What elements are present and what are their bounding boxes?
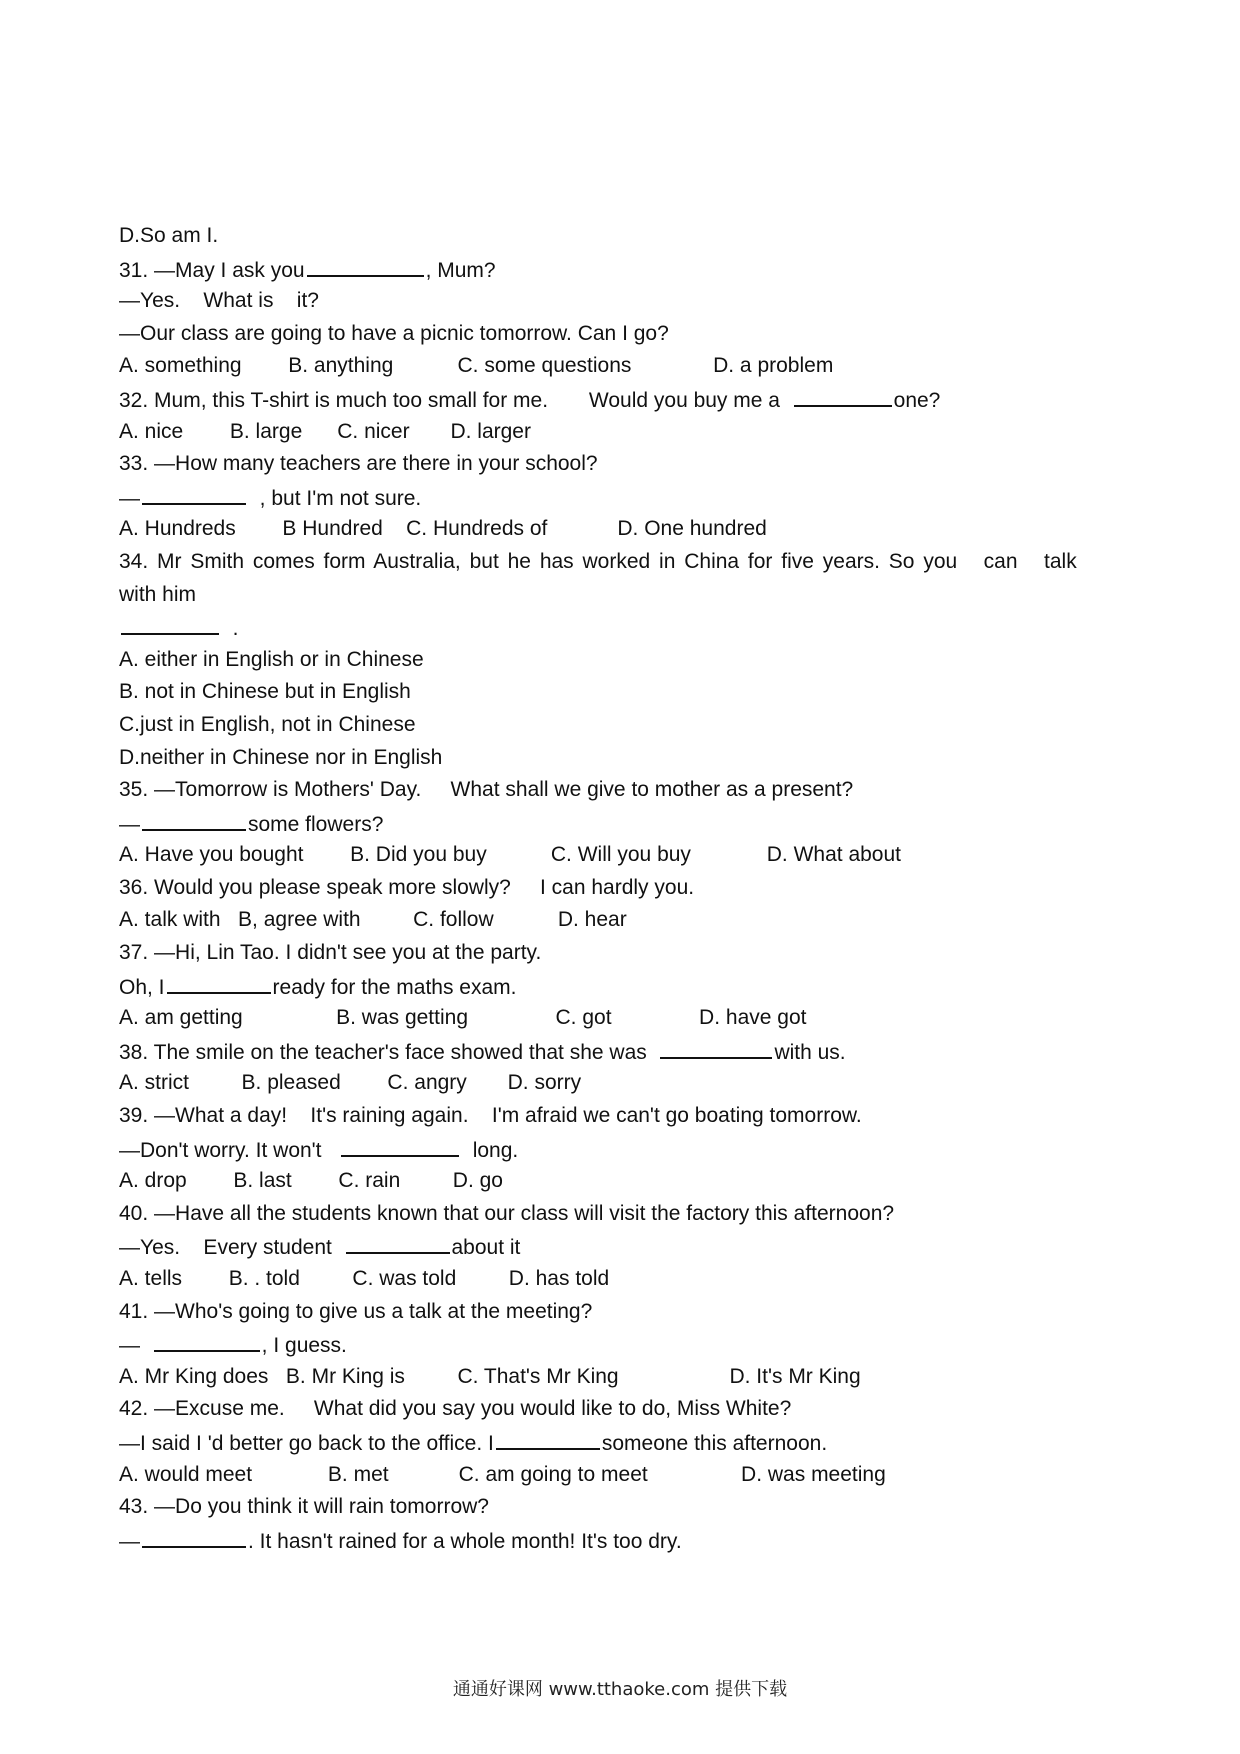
text-line [119, 1361, 1139, 1394]
line-text: 41. —Who's going to give us a talk at the meeting? [119, 1299, 593, 1323]
text-line [119, 481, 1139, 514]
text-line [119, 1393, 1139, 1426]
line-text: 37. —Hi, Lin Tao. I didn't see you at the party. [119, 941, 542, 965]
text-line [119, 513, 1139, 546]
text-line [119, 220, 1139, 253]
text-line [119, 1002, 1139, 1035]
text-line [119, 1491, 1139, 1524]
line-text: — [119, 1334, 152, 1358]
line-text: 33. —How many teachers are there in your school? [119, 452, 598, 476]
line-text: 38. The smile on the teacher's face showed that she was [119, 1040, 659, 1064]
text-line [119, 1459, 1139, 1492]
line-text: — [119, 1529, 140, 1553]
text-line [119, 1524, 1139, 1557]
answer-blank [121, 611, 219, 635]
text-line [119, 1296, 1139, 1329]
text-line [119, 872, 1139, 905]
text-line [119, 1035, 1139, 1068]
text-line [119, 904, 1139, 937]
answer-blank [794, 383, 892, 407]
line-text: —I said I 'd better go back to the office. I [119, 1431, 494, 1455]
text-line [119, 644, 1139, 677]
answer-blank [142, 1524, 246, 1548]
text-line [119, 416, 1139, 449]
line-text: A. strict B. pleased C. angry D. sorry [119, 1071, 582, 1095]
answer-blank [346, 1230, 450, 1254]
line-text: ready for the maths exam. [272, 975, 517, 999]
text-line [119, 774, 1139, 807]
text-line [119, 970, 1139, 1003]
line-text: B. not in Chinese but in English [119, 680, 411, 704]
line-text: A. talk with B, agree with C. follow D. hear [119, 908, 627, 932]
answer-blank [341, 1133, 459, 1157]
line-text: A. drop B. last C. rain D. go [119, 1169, 503, 1193]
line-text: A. Have you bought B. Did you buy C. Will you buy D. What about [119, 843, 902, 867]
answer-blank [167, 970, 271, 994]
line-text: — [119, 812, 140, 836]
line-text: someone this afternoon. [601, 1431, 828, 1455]
text-line [119, 839, 1139, 872]
text-line [119, 579, 1139, 612]
line-text: some flowers? [248, 812, 384, 836]
line-text: 43. —Do you think it will rain tomorrow? [119, 1495, 489, 1519]
line-text: —Yes. What is it? [119, 289, 319, 313]
line-text: —Our class are going to have a picnic tomorrow. Can I go? [119, 321, 669, 345]
text-line [119, 285, 1139, 318]
line-text: A. nice B. large C. nicer D. larger [119, 419, 531, 443]
line-text: C.just in English, not in Chinese [119, 712, 416, 736]
text-line [119, 1426, 1139, 1459]
answer-blank [142, 481, 246, 505]
text-line [119, 1133, 1139, 1166]
line-text: A. Mr King does B. Mr King is C. That's Mr King D. It's Mr King [119, 1364, 861, 1388]
text-line [119, 1198, 1139, 1231]
line-text: , but I'm not sure. [248, 486, 422, 510]
text-line [119, 350, 1139, 383]
text-line [119, 1328, 1139, 1361]
line-text: 36. Would you please speak more slowly? I can hardly you. [119, 875, 695, 899]
line-text: 42. —Excuse me. What did you say you would like to do, Miss White? [119, 1397, 792, 1421]
text-line [119, 1230, 1139, 1263]
line-text: —Yes. Every student [119, 1236, 344, 1260]
line-text: 34. Mr Smith comes form Australia, but he has worked in China for five years. So you can talk [119, 549, 1077, 573]
line-text: 31. —May I ask you [119, 258, 305, 282]
line-text: . [221, 617, 239, 641]
answer-blank [154, 1328, 260, 1352]
line-text: D.So am I. [119, 224, 219, 247]
text-line [119, 253, 1139, 286]
line-text: 40. —Have all the students known that our class will visit the factory this afternoon? [119, 1201, 895, 1225]
text-line [119, 709, 1139, 742]
text-line [119, 383, 1139, 416]
line-text: A. am getting B. was getting C. got D. have got [119, 1006, 807, 1030]
line-text: Oh, I [119, 975, 165, 999]
line-text: —Don't worry. It won't [119, 1138, 340, 1162]
exercise-text [119, 220, 1139, 1556]
text-line [119, 742, 1139, 775]
text-line [119, 546, 1139, 579]
line-text: A. tells B. . told C. was told D. has told [119, 1267, 610, 1290]
text-line [119, 611, 1139, 644]
line-text: one? [893, 388, 941, 412]
answer-blank [142, 807, 246, 831]
line-text: D.neither in Chinese nor in English [119, 745, 443, 769]
line-text: A. Hundreds B Hundred C. Hundreds of D. One hundred [119, 517, 767, 541]
line-text: with him [119, 582, 197, 606]
answer-blank [307, 253, 424, 277]
answer-blank [496, 1426, 600, 1450]
text-line [119, 937, 1139, 970]
page-footer: 通通好课网 www.tthaoke.com 提供下载 [452, 1679, 788, 1700]
line-text: , I guess. [261, 1334, 347, 1358]
line-text: long. [461, 1138, 519, 1162]
line-text: , Mum? [425, 258, 496, 282]
line-text: — [119, 486, 140, 510]
answer-blank [660, 1035, 772, 1059]
line-text: A. either in English or in Chinese [119, 647, 424, 671]
line-text: about it [451, 1236, 521, 1260]
text-line [119, 807, 1139, 840]
text-line [119, 1165, 1139, 1198]
text-line [119, 448, 1139, 481]
line-text: 39. —What a day! It's raining again. I'm afraid we can't go boating tomorrow. [119, 1104, 862, 1128]
line-text: with us. [774, 1040, 846, 1064]
text-line [119, 1263, 1139, 1296]
text-line [119, 676, 1139, 709]
text-line [119, 1067, 1139, 1100]
text-line [119, 1100, 1139, 1133]
line-text: 32. Mum, this T-shirt is much too small for me. Would you buy me a [119, 388, 792, 412]
line-text: . It hasn't rained for a whole month! It's too dry. [248, 1529, 682, 1553]
line-text: A. would meet B. met C. am going to meet D. was meeting [119, 1462, 886, 1486]
line-text: 35. —Tomorrow is Mothers' Day. What shall we give to mother as a present? [119, 778, 854, 802]
line-text: A. something B. anything C. some questions D. a problem [119, 354, 834, 378]
text-line [119, 318, 1139, 351]
